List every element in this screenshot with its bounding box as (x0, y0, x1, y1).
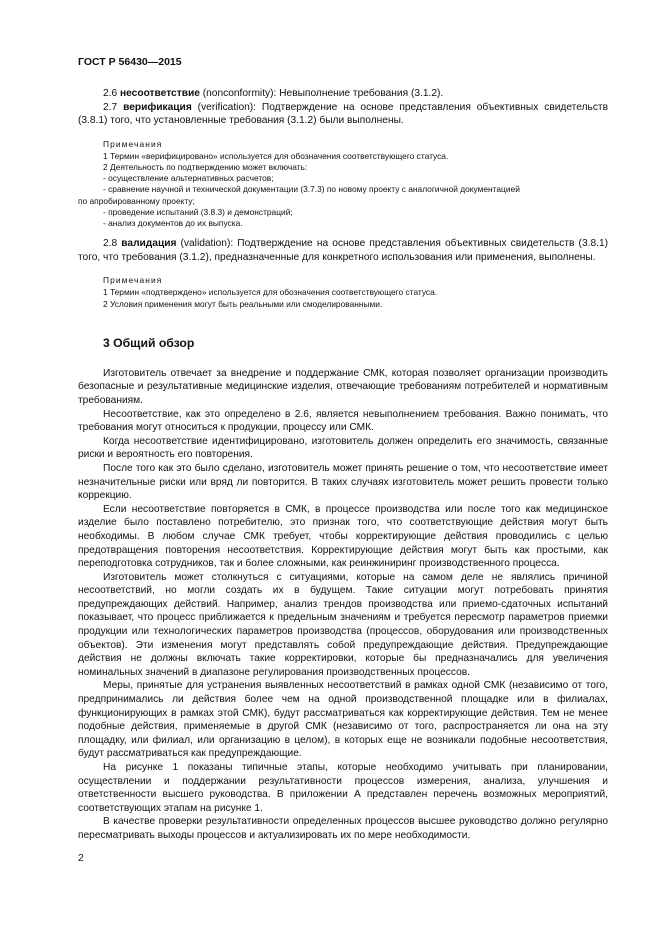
def-number: 2.7 (103, 101, 124, 113)
def-term: несоответствие (120, 88, 200, 99)
notes-heading: Примечания (103, 275, 163, 286)
def-text: (verification): Подтверждение на основе представления объективных свидетельств (3.8.1) того, что установленные требования (3.1.2) были выполнены. (78, 101, 608, 127)
body-paragraph: Если несоответствие повторяется в СМК, в процессе производства или после того как медицинское изделие было поставлено потребителю, это признак того, что соответствующие действия могут быть необходимы. В любом случае СМК требует, чтобы корректирующие действия проводились с целью предотвращения повторения несоответствия. Корректирующие действия могут быть как простыми, как переподготовка сотрудников, так и более сложными, как реинжиниринг производственного процесса. (78, 503, 608, 570)
note-item: 2 Деятельность по подтверждению может включать: (103, 161, 308, 172)
document-page (78, 56, 608, 843)
definition-2-8 (78, 237, 608, 264)
body-paragraph: Изготовитель отвечает за внедрение и поддержание СМК, которая позволяет организации производить безопасные и результативные медицинские изделия, отвечающие требованиям потребителей и нормативным требованиям. (78, 367, 608, 406)
note-item: 1 Термин «подтверждено» используется для обозначения соответствующего статуса. (103, 287, 438, 298)
body-paragraph: Изготовитель может столкнуться с ситуациями, которые на самом деле не являлись причиной несоответствий, но могли создать их в будущем. Такие ситуации могут потребовать принятия предупреждающих действий. Например, анализ трендов производства или приемо-сдаточных испытаний показывает, что процесс приближается к предельным значениям и требуется пересмотр параметров приемки продукции или технологических параметров производства (процессов, оборудования или производственных объектов). Эти изменения могут представлять собой предупреждающие действия. Предупреждающие действия не должны включать такие корректировки, которые бы предназначались для увеличения номинальных значений в диапазоне регулирования производственных процессов. (78, 571, 608, 678)
def-text: (nonconformity): Невыполнение требования (3.1.2). (199, 88, 444, 99)
body-paragraph: Меры, принятые для устранения выявленных несоответствий в рамках одной СМК (независимо от того, предпринимались ли действия более чем на одной производственной площадке или в филиалах, функционирующих в рамках этой СМК), будут рассматриваться как корректирующие действия. Тем не менее подобные действия, применяемые в другой СМК (независимо от того, распространяется ли она на эту площадку, или филиал, или организацию в целом), в которых еще не возникали подобные несоответствия, будут рассматриваться как предупреждающие. (78, 680, 608, 760)
page-number: 2 (78, 852, 84, 864)
note-item: 1 Термин «верифицировано» используется для обозначения соответствующего статуса. (103, 150, 449, 161)
notes-heading: Примечания (103, 138, 163, 149)
note-item: - анализ документов до их выпуска. (103, 218, 243, 228)
definition-2-7 (78, 101, 608, 128)
section-title: 3 Общий обзор (103, 335, 195, 350)
note-item: - проведение испытаний (3.8.3) и демонстраций; (103, 206, 293, 217)
note-item-continuation: по апробированному проекту; (78, 195, 195, 206)
body-paragraph: Когда несоответствие идентифицировано, изготовитель должен определить его значимость, связанные риски и вероятность его повторения. (78, 435, 608, 461)
body-paragraph: После того как это было сделано, изготовитель может принять решение о том, что несоответствие имеет незначительные риски или вряд ли повторится. В таких случаях изготовитель может решить провести только коррекцию. (78, 462, 608, 502)
def-number: 2.8 (103, 238, 122, 250)
body-paragraph: На рисунке 1 показаны типичные этапы, которые необходимо учитывать при планировании, осуществлении и поддержании результативности процессов измерения, анализа, улучшения и ответственности высшего руководства. В приложении А представлен перечень возможных мероприятий, соответствующих этапам на рисунке 1. (78, 762, 608, 814)
note-item: - сравнение научной и технической документации (3.7.3) по новому проекту с аналогичной документацией (103, 184, 520, 195)
document-header: ГОСТ Р 56430—2015 (78, 56, 182, 68)
note-item: 2 Условия применения могут быть реальными или смоделированными. (103, 298, 383, 309)
def-number: 2.6 (103, 88, 120, 99)
note-item: - осуществление альтернативных расчетов; (103, 173, 274, 184)
body-paragraph: В качестве проверки результативности определенных процессов высшее руководство должно регулярно пересматривать выходы процессов и актуализировать их по мере необходимости. (78, 816, 608, 841)
def-term: валидация (121, 238, 177, 250)
def-text: (validation): Подтверждение на основе представления объективных свидетельств (3.8.1) того, что требования (3.1.2), предназначенные для конкретного использования или применения, выполнены. (78, 238, 608, 263)
body-paragraph: Несоответствие, как это определено в 2.6, является невыполнением требования. Важно понимать, что требования могут относиться к продукции, процессу или СМК. (78, 408, 608, 434)
def-term: верификация (123, 101, 192, 113)
definition-2-6 (78, 87, 608, 101)
